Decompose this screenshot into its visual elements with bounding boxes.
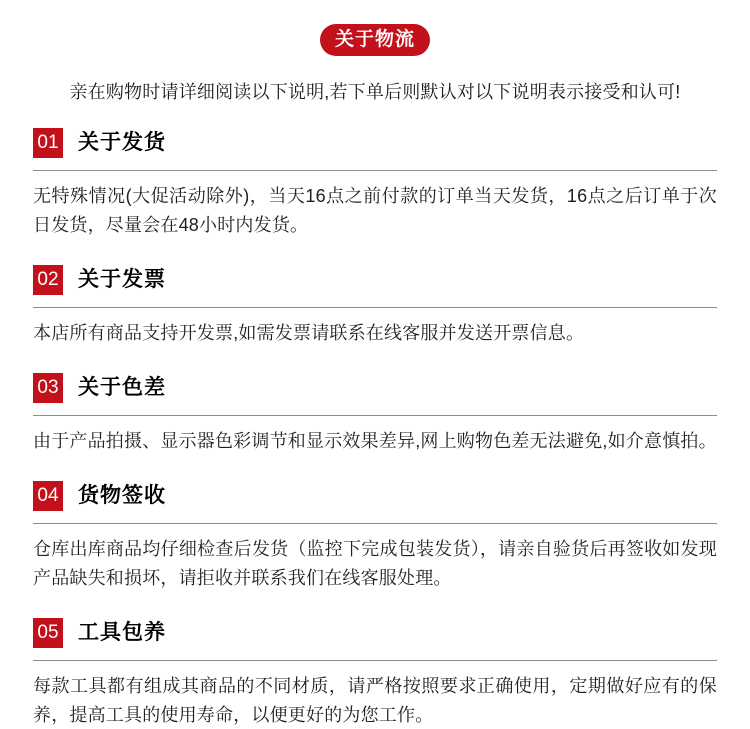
section-number-badge: 03 [33, 373, 63, 403]
section-header [33, 481, 717, 511]
divider-line [33, 523, 717, 524]
section-header [33, 265, 717, 295]
section-invoice [33, 265, 717, 348]
divider-line [33, 415, 717, 416]
section-number-badge: 04 [33, 481, 63, 511]
section-header [33, 618, 717, 648]
section-body-text: 仓库出库商品均仔细检查后发货（监控下完成包装发货），请亲自验货后再签收如发现产品缺失和损坏，请拒收并联系我们在线客服处理。 [33, 539, 717, 588]
section-goods-receipt [33, 481, 717, 593]
section-number-badge: 05 [33, 618, 63, 648]
section-tool-maintenance [33, 618, 717, 729]
section-body-text: 由于产品拍摄、显示器色彩调节和显示效果差异,网上购物色差无法避免,如介意慎拍。 [33, 431, 717, 451]
section-title: 关于发票 [78, 268, 166, 291]
section-color-difference [33, 373, 717, 456]
intro-text: 亲在购物时请详细阅读以下说明,若下单后则默认对以下说明表示接受和认可! [69, 82, 681, 102]
section-shipping [33, 128, 717, 240]
section-title: 关于色差 [78, 376, 166, 399]
divider-line [33, 170, 717, 171]
section-body-text: 每款工具都有组成其商品的不同材质，请严格按照要求正确使用，定期做好应有的保养，提高工具的使用寿命，以便更好的为您工作。 [33, 676, 717, 725]
content-container [0, 24, 750, 729]
section-title: 货物签收 [78, 484, 166, 507]
logistics-header-badge: 关于物流 [320, 24, 430, 56]
section-header [33, 128, 717, 158]
section-header [33, 373, 717, 403]
section-body-text: 无特殊情况(大促活动除外)，当天16点之前付款的订单当天发货，16点之后订单于次日发货，尽量会在48小时内发货。 [33, 186, 717, 235]
section-title: 关于发货 [78, 131, 166, 154]
section-number-badge: 02 [33, 265, 63, 295]
divider-line [33, 307, 717, 308]
section-number-badge: 01 [33, 128, 63, 158]
section-title: 工具包养 [78, 621, 166, 644]
divider-line [33, 660, 717, 661]
section-body-text: 本店所有商品支持开发票,如需发票请联系在线客服并发送开票信息。 [33, 323, 585, 343]
